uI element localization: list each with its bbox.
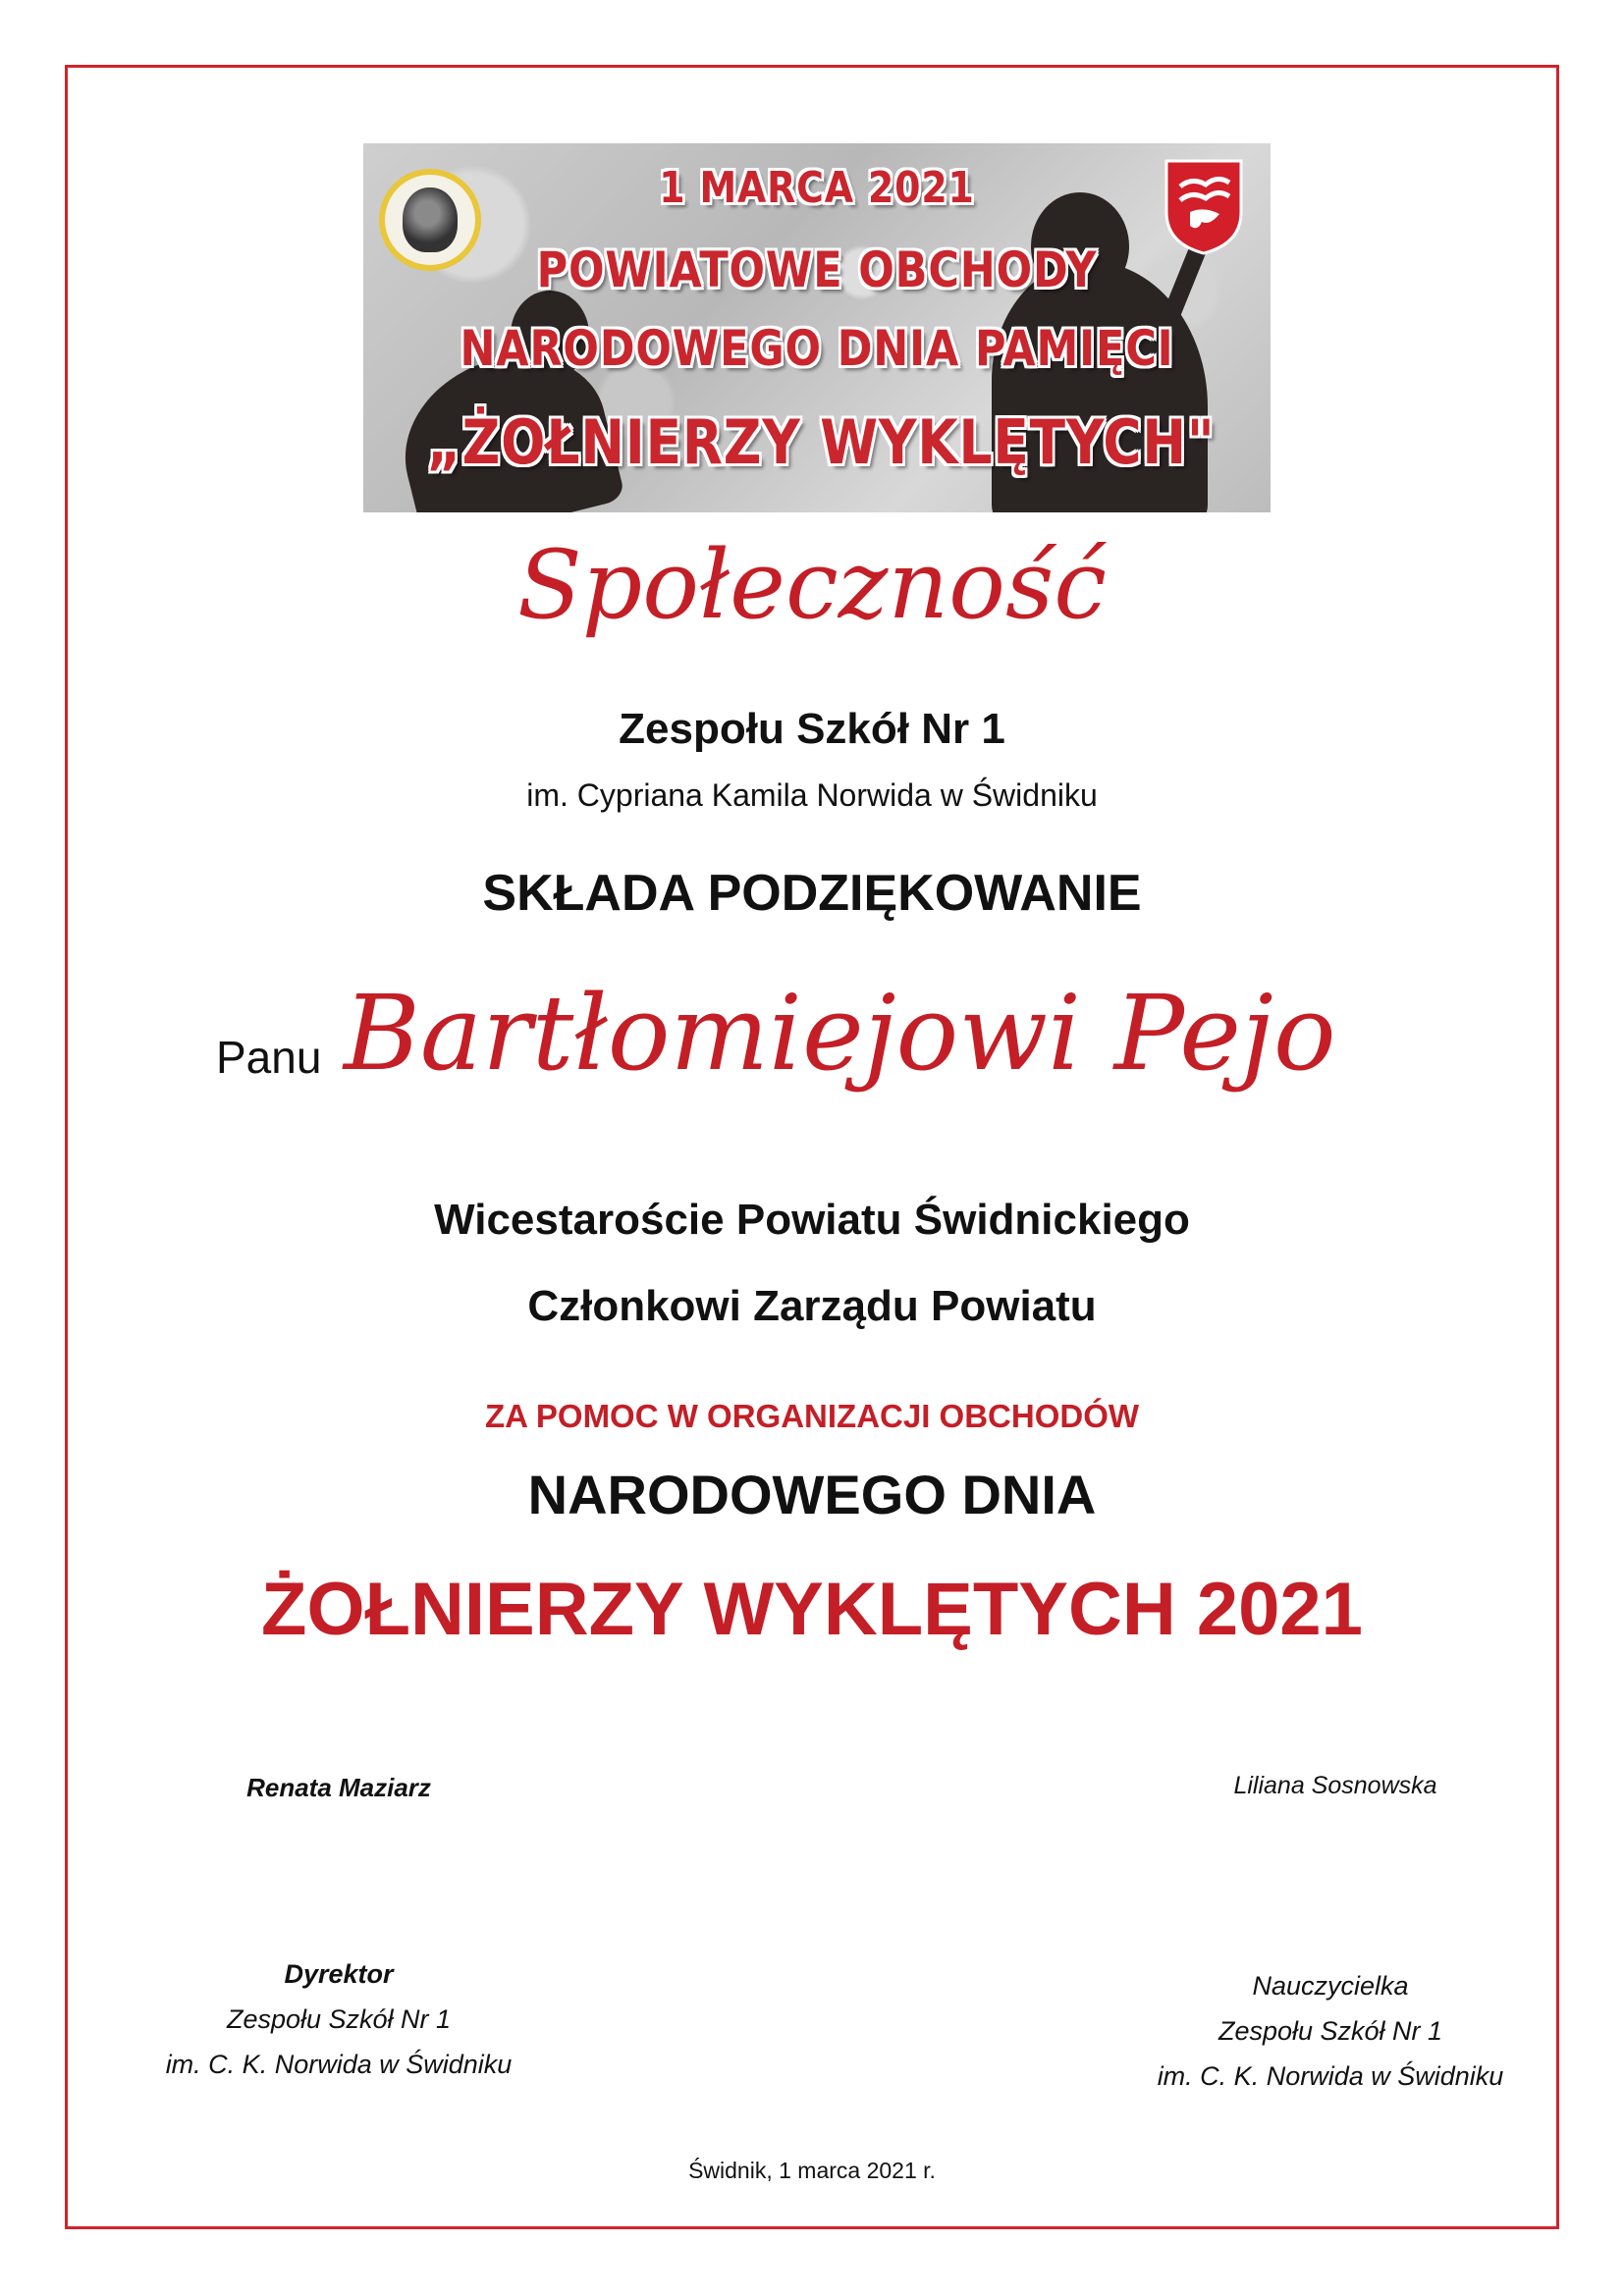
recipient-role-1: Wicestaroście Powiatu Świdnickiego <box>434 1196 1190 1244</box>
heading-script: Społeczność <box>517 530 1107 640</box>
recipient-name: Bartłomiejowi Pejo <box>344 973 1336 1094</box>
event-banner <box>363 143 1271 512</box>
reason-line-2: NARODOWEGO DNIA <box>527 1464 1097 1525</box>
school-name: Zespołu Szkół Nr 1 <box>619 705 1005 753</box>
left-signer-title: Dyrektor <box>284 1959 394 1989</box>
school-patron: im. Cypriana Kamila Norwida w Świdniku <box>526 777 1098 813</box>
recipient-role-2: Członkowi Zarządu Powiatu <box>527 1282 1097 1330</box>
right-signer-school: Zespołu Szkół Nr 1 <box>1218 2016 1443 2046</box>
reason-line-1: ZA POMOC W ORGANIZACJI OBCHODÓW <box>484 1398 1140 1434</box>
action-heading: SKŁADA PODZIĘKOWANIE <box>482 865 1142 922</box>
banner-line-4: „ŻOŁNIERZY WYKLĘTYCH" <box>426 406 1216 478</box>
right-signer-name: Liliana Sosnowska <box>1233 1772 1437 1799</box>
right-signer-title: Nauczycielka <box>1252 1971 1409 2001</box>
recipient-salutation: Panu <box>216 1032 322 1083</box>
left-signer-school: Zespołu Szkół Nr 1 <box>226 2004 452 2034</box>
banner-line-2: POWIATOWE OBCHODY <box>536 241 1098 298</box>
left-signer-name: Renata Maziarz <box>246 1773 431 1802</box>
left-signer-patron: im. C. K. Norwida w Świdniku <box>165 2050 513 2079</box>
banner-date: 1 MARCA 2021 <box>659 163 975 213</box>
place-and-date: Świdnik, 1 marca 2021 r. <box>688 2158 936 2183</box>
banner-line-3: NARODOWEGO DNIA PAMIĘCI <box>460 320 1174 377</box>
reason-line-3: ŻOŁNIERZY WYKLĘTYCH 2021 <box>261 1568 1363 1651</box>
right-signer-patron: im. C. K. Norwida w Świdniku <box>1157 2061 1504 2091</box>
